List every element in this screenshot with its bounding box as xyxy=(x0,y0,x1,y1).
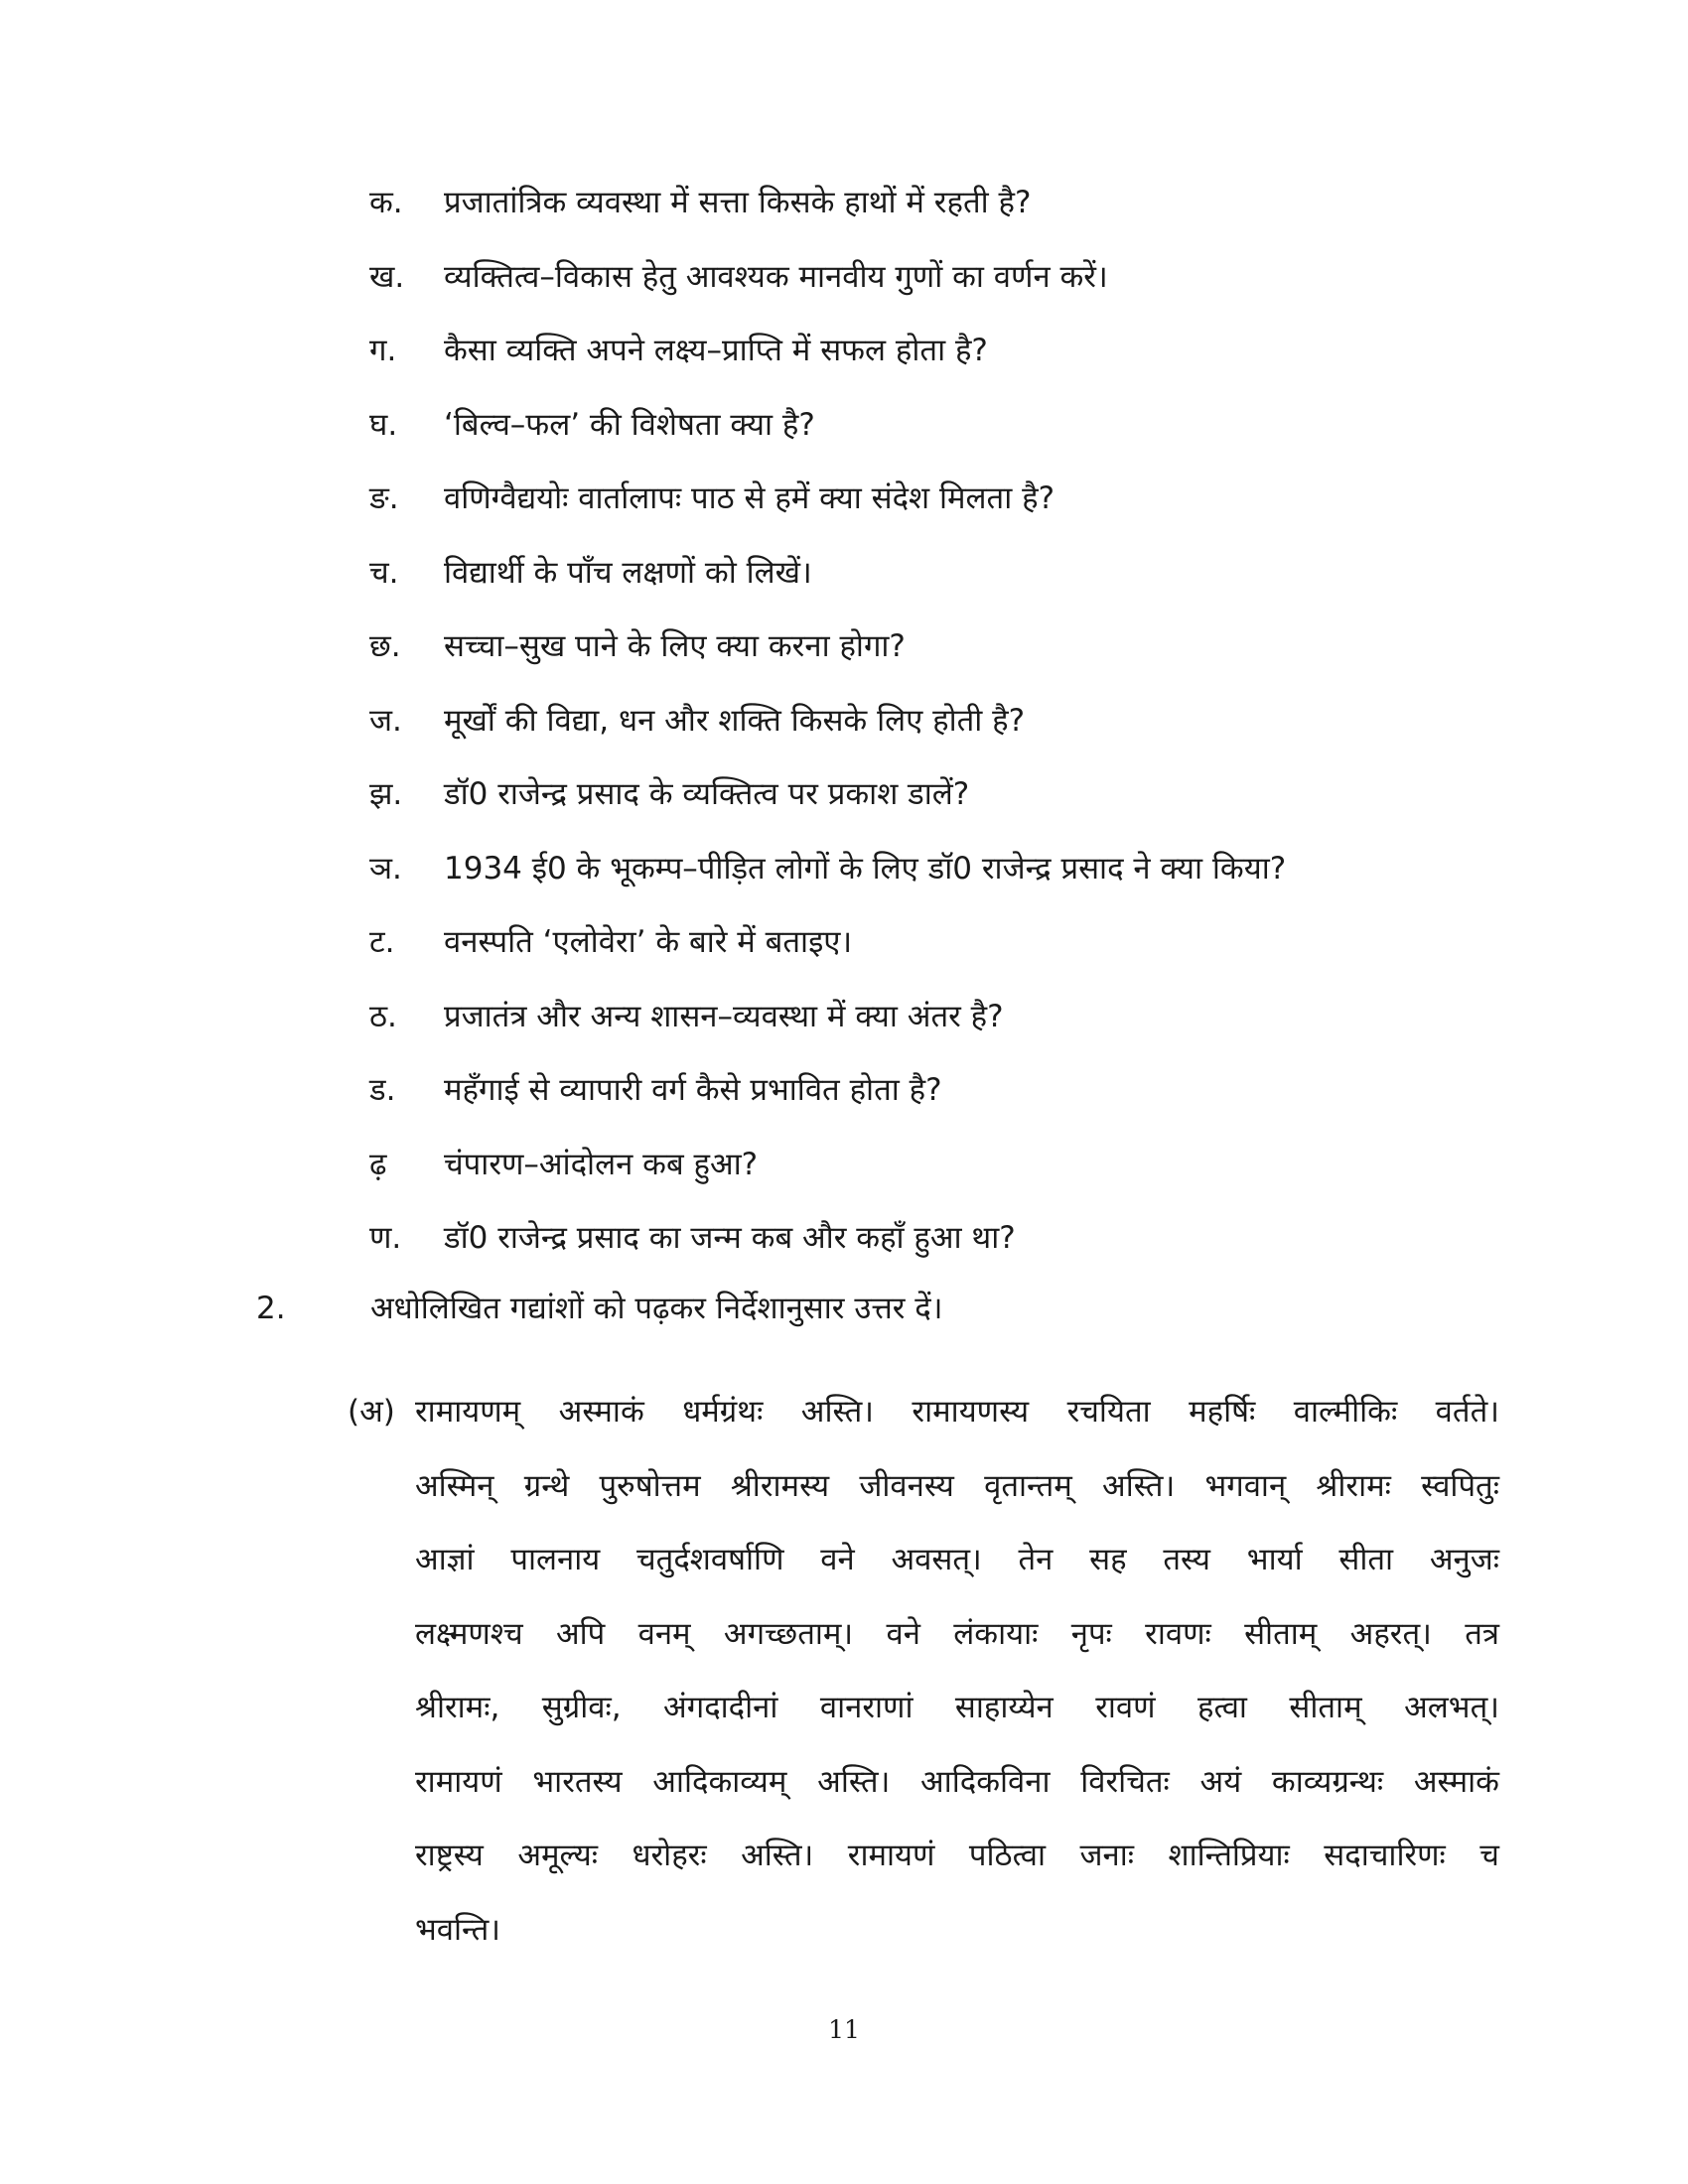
question-text: वणिग्वैद्ययोः वार्तालापः पाठ से हमें क्या संदेश मिलता है? xyxy=(444,480,1055,516)
question-text: ‘बिल्व–फल’ की विशेषता क्या है? xyxy=(444,406,815,443)
question-text: महँगाई से व्यापारी वर्ग कैसे प्रभावित होता है? xyxy=(444,1072,942,1108)
question-label: क. xyxy=(369,185,403,220)
passage-line: आज्ञां पालनाय चतुर्दशवर्षाणि वने अवसत्। तेन सह तस्य भार्या सीता अनुजः xyxy=(415,1542,1499,1577)
question-label: च. xyxy=(369,554,399,591)
question-label: घ. xyxy=(369,406,398,443)
question-text: कैसा व्यक्ति अपने लक्ष्य–प्राप्ति में सफल होता है? xyxy=(444,333,988,368)
passage-line: अस्मिन् ग्रन्थे पुरुषोत्तम श्रीरामस्य जीवनस्य वृतान्तम् अस्ति। भगवान् श्रीरामः स्वपितुः xyxy=(415,1467,1499,1504)
question-item xyxy=(369,551,1541,625)
passage-text xyxy=(415,1390,1499,1981)
question-label: ढ़ xyxy=(369,1146,387,1182)
passage-line: श्रीरामः, सुग्रीवः, अंगदादीनां वानराणां साहाय्येन रावणं हत्वा सीताम् अलभत्। xyxy=(415,1690,1499,1725)
question-text: सच्चा–सुख पाने के लिए क्या करना होगा? xyxy=(444,628,906,664)
question-item xyxy=(369,699,1541,773)
question-label: छ. xyxy=(369,628,401,664)
section-instruction: अधोलिखित गद्यांशों को पढ़कर निर्देशानुसार उत्तर दें। xyxy=(370,1291,943,1326)
question-label: ख. xyxy=(369,258,405,295)
question-text: डॉ0 राजेन्द्र प्रसाद के व्यक्तित्व पर प्रकाश डालें? xyxy=(444,776,970,812)
question-item xyxy=(369,403,1541,478)
question-text: वनस्पति ‘एलोवेरा’ के बारे में बताइए। xyxy=(444,924,853,960)
section-number: 2. xyxy=(256,1291,286,1326)
passage-label: (अ) xyxy=(348,1394,395,1430)
question-item xyxy=(369,1068,1541,1143)
question-item xyxy=(369,477,1541,551)
question-text: चंपारण–आंदोलन कब हुआ? xyxy=(444,1146,759,1182)
passage-line: राष्ट्रस्य अमूल्यः धरोहरः अस्ति। रामायणं पठित्वा जनाः शान्तिप्रियाः सदाचारिणः च xyxy=(415,1838,1499,1873)
question-item xyxy=(369,1216,1541,1291)
question-item xyxy=(369,772,1541,847)
question-label: ज. xyxy=(369,702,402,739)
question-item xyxy=(369,1143,1541,1217)
question-label: ण. xyxy=(369,1220,402,1256)
question-label: ग. xyxy=(369,333,397,368)
question-label: ट. xyxy=(369,924,395,960)
question-list xyxy=(369,181,1541,1291)
question-item xyxy=(369,329,1541,403)
question-text: प्रजातंत्र और अन्य शासन–व्यवस्था में क्या अंतर है? xyxy=(444,998,1004,1034)
passage-line: भवन्ति। xyxy=(415,1911,501,1948)
question-text: 1934 ई0 के भूकम्प–पीड़ित लोगों के लिए डॉ0 राजेन्द्र प्रसाद ने क्या किया? xyxy=(444,850,1287,887)
question-item xyxy=(369,181,1541,255)
question-label: ञ. xyxy=(369,850,402,887)
section-2-heading xyxy=(256,1287,942,1328)
question-label: झ. xyxy=(369,776,403,812)
question-text: डॉ0 राजेन्द्र प्रसाद का जन्म कब और कहाँ हुआ था? xyxy=(444,1220,1016,1256)
question-text: प्रजातांत्रिक व्यवस्था में सत्ता किसके हाथों में रहती है? xyxy=(444,185,1032,220)
passage-line: लक्ष्मणश्च अपि वनम् अगच्छताम्। वने लंकायाः नृपः रावणः सीताम् अहरत्। तत्र xyxy=(415,1615,1499,1652)
passage-line: रामायणं भारतस्य आदिकाव्यम् अस्ति। आदिकविना विरचितः अयं काव्यग्रन्थः अस्माकं xyxy=(415,1763,1499,1800)
passage-line: रामायणम् अस्माकं धर्मग्रंथः अस्ति। रामायणस्य रचयिता महर्षिः वाल्मीकिः वर्तते। xyxy=(415,1394,1499,1430)
question-text: व्यक्तित्व–विकास हेतु आवश्यक मानवीय गुणों का वर्णन करें। xyxy=(444,258,1108,295)
question-label: ठ. xyxy=(369,998,397,1034)
question-text: विद्यार्थी के पाँच लक्षणों को लिखें। xyxy=(444,554,812,591)
question-item xyxy=(369,624,1541,699)
question-item xyxy=(369,255,1541,330)
question-label: ङ. xyxy=(369,480,399,516)
question-text: मूर्खों की विद्या, धन और शक्ति किसके लिए होती है? xyxy=(444,702,1026,739)
page-number: 11 xyxy=(828,2015,860,2044)
question-label: ड. xyxy=(369,1072,396,1108)
passage-block xyxy=(348,1390,1499,1981)
question-item xyxy=(369,847,1541,921)
question-item xyxy=(369,920,1541,995)
question-item xyxy=(369,995,1541,1069)
